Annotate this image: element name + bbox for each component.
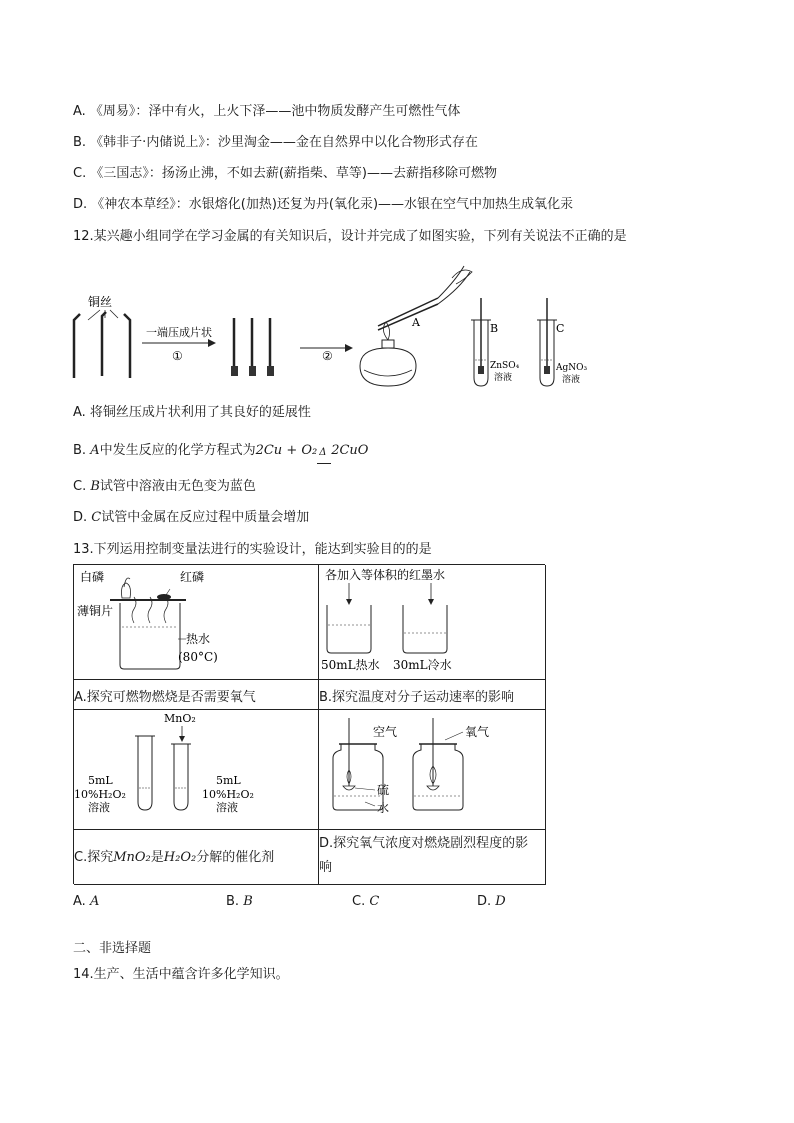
cell-fig-a (74, 565, 319, 680)
q11-option-b: B. 《韩非子·内储说上》：沙里淘金——金在自然界中以化合物形式存在 (73, 135, 478, 150)
q13-stem: 13.下列运用控制变量法进行的实验设计，能达到实验目的的是 (73, 542, 432, 557)
step2-number: ② (322, 349, 333, 363)
q14-stem: 14.生产、生活中蕴含许多化学知识。 (73, 967, 289, 982)
q12-option-c: C. B试管中溶液由无色变为蓝色 (73, 479, 256, 494)
white-phosphorus-label: 白磷 (80, 570, 105, 584)
label-c: C (556, 322, 565, 335)
q11-option-d: D. 《神农本草经》：水银熔化(加热)还复为丹(氧化汞)——水银在空气中加热生成氧化汞 (73, 197, 574, 212)
copper-wire-2 (102, 312, 106, 376)
c-right-concentration: 10%H₂O₂ (202, 788, 254, 801)
cell-caption-d: D.探究氧气浓度对燃烧剧烈程度的影 响 (319, 830, 546, 885)
cell-caption-b: B.探究温度对分子运动速率的影响 (319, 680, 546, 710)
oxygen-label: 氧气 (465, 725, 490, 739)
cell-caption-c: C.探究MnO₂是H₂O₂分解的催化剂 (74, 830, 319, 885)
c-right-volume: 5mL (216, 774, 241, 787)
cold-water-volume-label: 30mL冷水 (393, 658, 452, 672)
cell-fig-d (319, 710, 546, 830)
c-right-solution: 溶液 (216, 801, 238, 814)
q12-figure (60, 258, 588, 398)
step1-label: 一端压成片状 (146, 326, 212, 339)
copper-wire-label: 铜丝 (88, 295, 113, 309)
agno3-solution: 溶液 (562, 375, 581, 385)
red-phosphorus-label: 红磷 (180, 570, 205, 584)
q12-stem: 12.某兴趣小组同学在学习金属的有关知识后，设计并完成了如图实验，下列有关说法不正确的是 (73, 229, 627, 244)
hot-water-volume-label: 50mL热水 (321, 658, 380, 672)
q13-answer-a: A. A (73, 894, 100, 909)
agno3-label: AgNO₃ (556, 363, 588, 373)
znso4-solution: 溶液 (494, 373, 513, 383)
mno2-label: MnO₂ (164, 712, 196, 725)
q13-answer-c: C. C (352, 894, 380, 909)
copper-wire-3 (124, 314, 130, 378)
copper-sheet-label: 薄铜片 (77, 604, 114, 618)
red-ink-label: 各加入等体积的红墨水 (325, 568, 446, 582)
q12-option-a: A. 将铜丝压成片状利用了其良好的延展性 (73, 405, 311, 420)
cell-caption-a: A.探究可燃物燃烧是否需要氧气 (74, 680, 319, 710)
q12-option-b: B. A中发生反应的化学方程式为2Cu + O₂ Δ 2CuO (73, 442, 368, 460)
q13-table (73, 564, 545, 884)
c-left-solution: 溶液 (88, 801, 110, 814)
c-left-volume: 5mL (88, 774, 113, 787)
q11-option-c: C. 《三国志》：扬汤止沸，不如去薪(薪指柴、草等)——去薪指移除可燃物 (73, 166, 497, 181)
label-b: B (490, 322, 499, 335)
cell-fig-c (74, 710, 319, 830)
c-left-concentration: 10%H₂O₂ (74, 788, 126, 801)
copper-wire-1 (74, 314, 80, 378)
q11-option-a: A. 《周易》：泽中有火，上火下泽——池中物质发酵产生可燃性气体 (73, 104, 461, 119)
temperature-label: (80°C) (178, 650, 218, 664)
hot-water-label: 热水 (186, 632, 211, 646)
label-a: A (412, 316, 420, 329)
section-heading: 二、非选择题 (73, 941, 152, 956)
q13-answer-b: B. B (226, 894, 253, 909)
cell-fig-b (319, 565, 546, 680)
step1-number: ① (172, 349, 183, 363)
q13-answer-d: D. D (477, 894, 506, 909)
air-label: 空气 (373, 725, 398, 739)
sulfur-label: 硫 (377, 783, 390, 797)
znso4-label: ZnSO₄ (490, 361, 520, 371)
q12-option-d: D. C试管中金属在反应过程中质量会增加 (73, 510, 310, 525)
water-label: 水 (377, 801, 390, 815)
